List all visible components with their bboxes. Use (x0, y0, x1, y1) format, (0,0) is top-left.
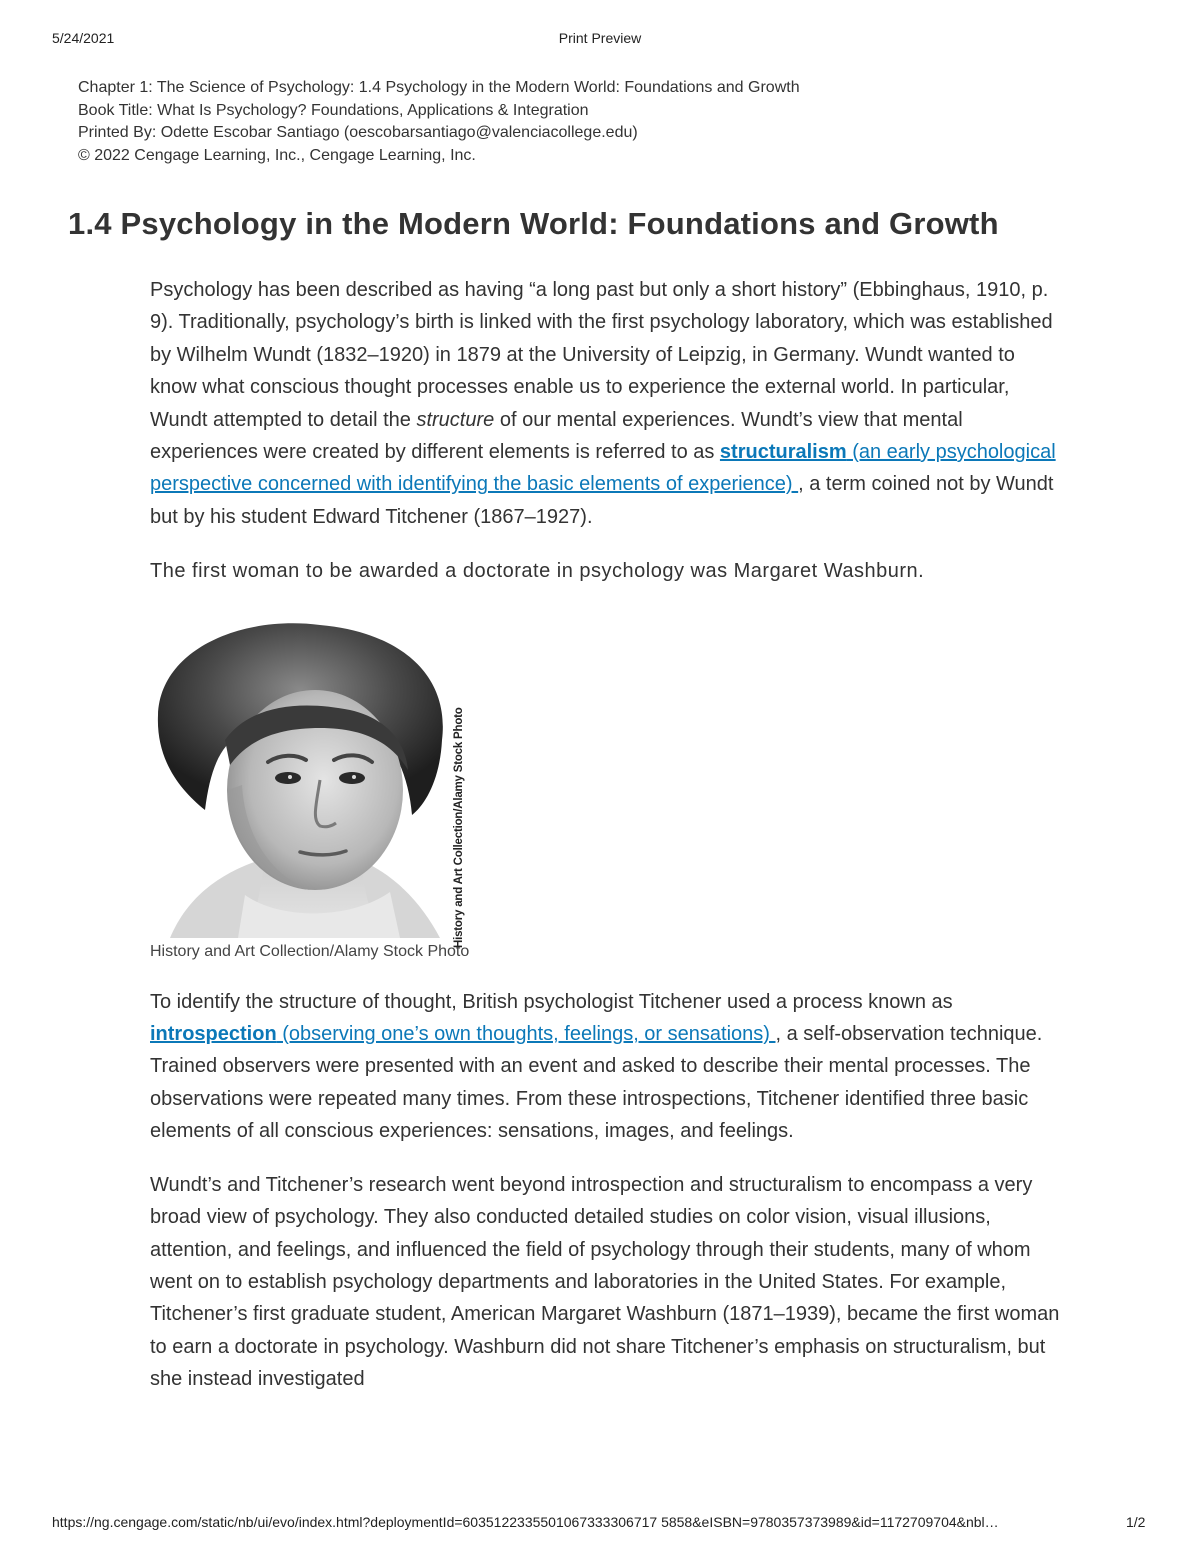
paragraph-washburn-intro: The first woman to be awarded a doctorate in psychology was Margaret Washburn. (150, 560, 925, 583)
book-title-line: Book Title: What Is Psychology? Foundations, Applications & Integration (78, 101, 589, 119)
para1-emphasis: structure (416, 408, 495, 431)
para1-text-after: , a term coined not by Wundt but by his student Edward Titchener (1867–1927). (150, 473, 1054, 528)
paragraph-structuralism (150, 274, 1060, 533)
para3-text-after: , a self-observation technique. Trained observers were presented with an event and asked to describe their mental processes. The observations were repeated many times. From these introspections, Titchener identified three basic elements of all conscious experiences: sensations, images, and feelings. (150, 1023, 1043, 1143)
chapter-line: Chapter 1: The Science of Psychology: 1.4 Psychology in the Modern World: Foundations and Growth (78, 79, 800, 96)
structuralism-definition-link[interactable]: (an early psychological perspective concerned with identifying the basic elements of experience) (150, 441, 1056, 496)
section-heading: 1.4 Psychology in the Modern World: Foundations and Growth (68, 206, 999, 241)
para1-text-before: Psychology has been described as having “a long past but only a short history” (Ebbinghaus, 1910, p. 9). Traditionally, psychology’s birth is linked with the first psychology laboratory, which was established by Wilhelm Wundt (1832–1920) in 1879 at the University of Leipzig, in Germany. Wundt wanted to know what conscious thought processes enable us to experience the external world. In particular, Wundt attempted to detail the (150, 279, 1053, 431)
document-meta (78, 77, 800, 167)
para1-text-middle: of our mental experiences. Wundt’s view that mental experiences were created by different elements is referred to as (150, 408, 963, 464)
washburn-portrait-photo (150, 620, 450, 938)
print-date: 5/24/2021 (52, 30, 115, 46)
photo-caption: History and Art Collection/Alamy Stock Photo (150, 942, 470, 960)
photo-side-credit: History and Art Collection/Alamy Stock Photo (453, 707, 465, 948)
washburn-figure (150, 608, 480, 948)
introspection-term-link[interactable]: introspection (150, 1023, 277, 1046)
article-body (150, 274, 1060, 1396)
introspection-definition-link[interactable]: (observing one’s own thoughts, feelings, or sensations) (276, 1023, 776, 1046)
print-preview-title: Print Preview (558, 30, 642, 46)
footer-page-number: 1/2 (1126, 1514, 1146, 1530)
paragraph-introspection (150, 986, 1060, 1148)
footer-url: https://ng.cengage.com/static/nb/ui/evo/index.html?deploymentId=6035122335501067333306717 5858&eISBN=9780357373989&id=1172709704&nbl… (52, 1514, 999, 1530)
copyright-line: © 2022 Cengage Learning, Inc., Cengage Learning, Inc. (78, 146, 476, 164)
paragraph-research: Wundt’s and Titchener’s research went beyond introspection and structuralism to encompass a very broad view of psychology. They also conducted detailed studies on color vision, visual illusions, attention, and feelings, and influenced the field of psychology through their students, many of whom went on to establish psychology departments and laboratories in the United States. For example, Titchener’s first graduate student, American Margaret Washburn (1871–1939), became the first woman to earn a doctorate in psychology. Washburn did not share Titchener’s emphasis on structuralism, but she instead investigated (150, 1173, 1060, 1391)
printed-by-line: Printed By: Odette Escobar Santiago (oescobarsantiago@valenciacollege.edu) (78, 124, 638, 141)
para3-text-before: To identify the structure of thought, British psychologist Titchener used a process known as (150, 990, 953, 1013)
structuralism-term-link[interactable]: structuralism (719, 441, 847, 464)
